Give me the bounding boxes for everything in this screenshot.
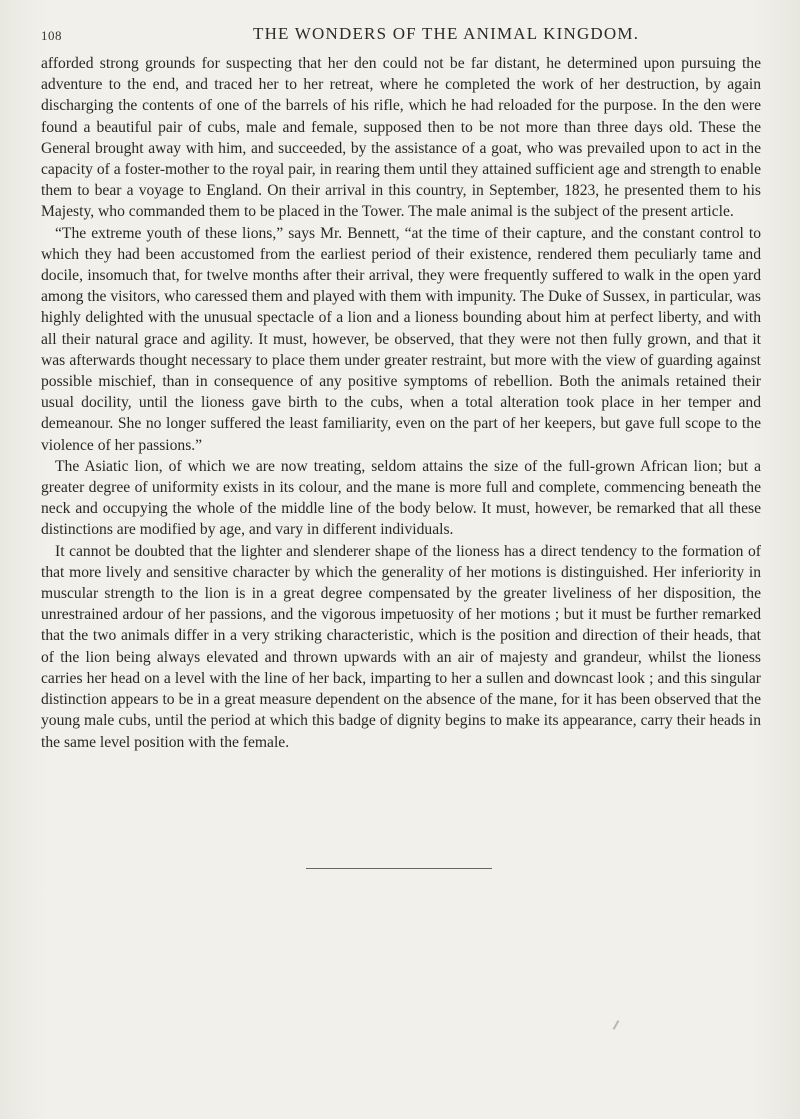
paragraph-bennett-quote: “The extreme youth of these lions,” says Mr. Bennett, “at the time of their capture, and the constant control to which they had been accustomed from the earliest period of their existence, rendered them peculiarly tame and docile, insomuch that, for twelve months after their arrival, they were frequently suffered to walk in the open yard among the visitors, who caressed them and played with them with impunity. The Duke of Sussex, in particular, was highly delighted with the unusual spectacle of a lion and a lioness bounding about him at perfect liberty, and with all their natural grace and agility. It must, however, be observed, that they were not then fully grown, and that it was afterwards thought necessary to place them under greater restraint, but more with the view of guarding against possible mischief, than in consequence of any positive symptoms of rebellion. Both the animals retained their usual docility, until the lioness gave birth to the cubs, when a total alteration took place in her temper and demeanour. She no longer suffered the least familiarity, even on the part of her keepers, but gave full scope to the violence of her passions.” bbox=[41, 224, 761, 454]
paragraph-continuation: afforded strong grounds for suspecting that her den could not be far distant, he determined upon pursuing the adventure to the end, and traced her to her retreat, where he completed the work of her destruction, by again discharging the contents of one of the barrels of his rifle, which he had reloaded for the purpose. In the den were found a beautiful pair of cubs, male and female, supposed then to be not more than three days old. These the General brought away with him, and succeeded, by the assistance of a goat, who was prevailed upon to act in the capacity of a foster-mother to the royal pair, in rearing them until they attained sufficient age and strength to enable them to bear a voyage to England. On their arrival in this country, in September, 1823, he presented them to his Majesty, who commanded them to be placed in the Tower. The male animal is the subject of the present article. bbox=[41, 55, 761, 221]
body-text bbox=[41, 53, 761, 753]
paragraph-lioness: It cannot be doubted that the lighter and slenderer shape of the lioness has a direct tendency to the formation of that more lively and sensitive character by which the generality of her motions is distinguished. Her inferiority in muscular strength to the lion is in a great degree compensated by the greater liveliness of her disposition, the unrestrained ardour of her passions, and the vigorous impetuosity of her motions ; but it must be further remarked that the two animals differ in a very striking characteristic, which is the position and direction of their heads, that of the lion being always elevated and thrown upwards with an air of majesty and grandeur, whilst the lioness carries her head on a level with the line of her back, imparting to her a sullen and downcast look ; and this singular distinction appears to be in a great measure dependent on the absence of the mane, for it has been observed that the young male cubs, until the period at which this badge of dignity begins to make its appearance, carry their heads in the same level position with the female. bbox=[41, 542, 761, 751]
page-number: 108 bbox=[41, 28, 62, 43]
page-header bbox=[41, 24, 761, 48]
paper-mark bbox=[613, 1020, 620, 1030]
running-title: THE WONDERS OF THE ANIMAL KINGDOM. bbox=[253, 24, 640, 43]
paragraph-asiatic-lion: The Asiatic lion, of which we are now treating, seldom attains the size of the full-grown African lion; but a greater degree of uniformity exists in its colour, and the mane is more full and complete, commencing beneath the neck and occupying the whole of the middle line of the body below. It must, however, be remarked that all these distinctions are modified by age, and vary in different individuals. bbox=[41, 457, 761, 539]
section-end-rule bbox=[306, 868, 492, 869]
